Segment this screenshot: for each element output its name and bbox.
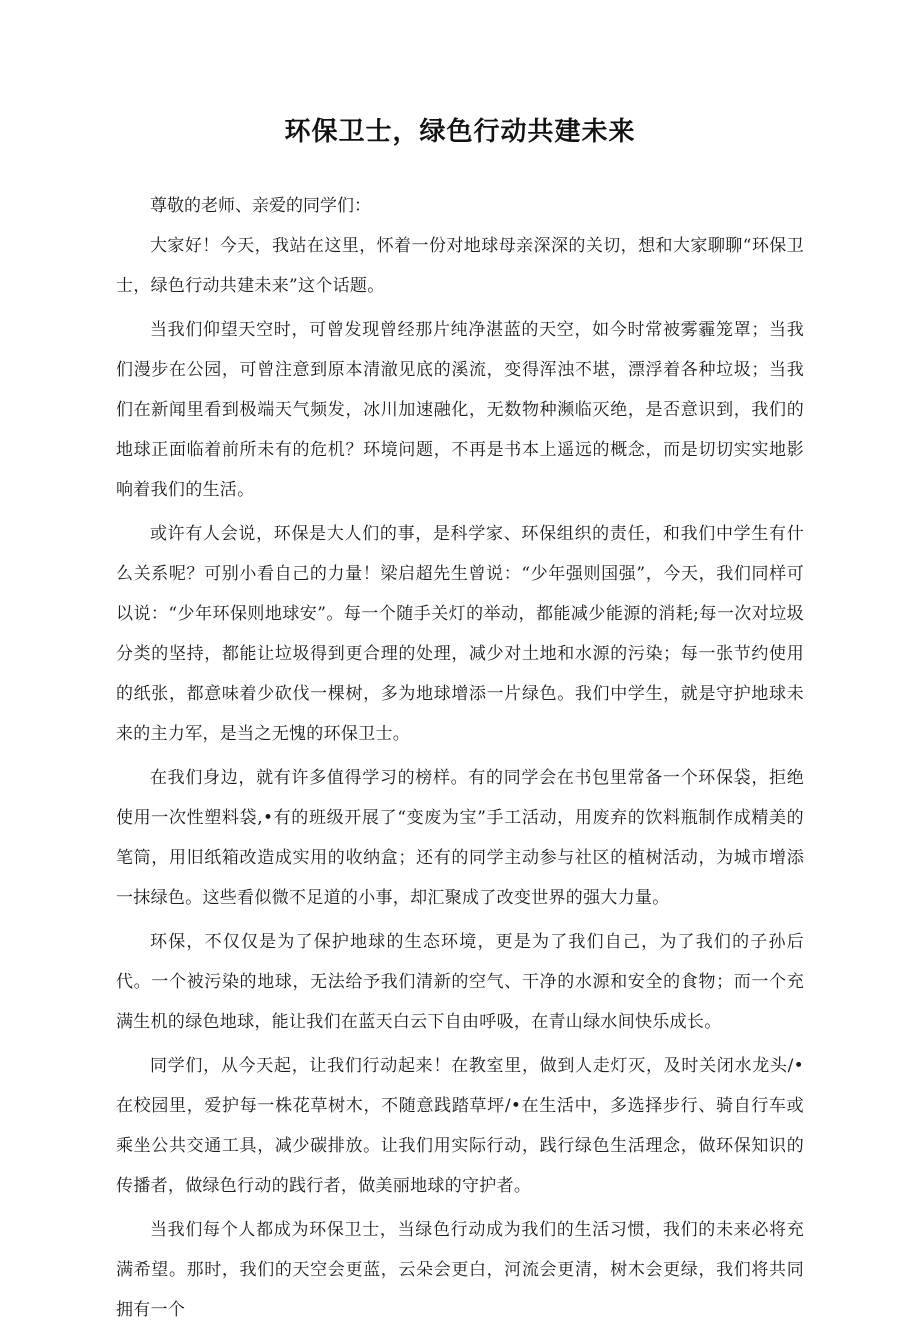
paragraph-call-to-action: 同学们，从今天起，让我们行动起来！在教室里，做到人走灯灭，及时关闭水龙头/•在校园里，爱护每一株花草树木，不随意践踏草坪/•在生活中，多选择步行、骑自行车或乘坐公共交通工具，减少碳排放。让我们用实际行动，践行绿色生活理念，做环保知识的传播者，做绿色行动的践行者，做美丽地球的守护者。 xyxy=(116,1056,804,1196)
paragraph-role-models: 在我们身边，就有许多值得学习的榜样。有的同学会在书包里常备一个环保袋，拒绝使用一次性塑料袋,•有的班级开展了“变废为宝”手工活动，用废弃的饮料瓶制作成精美的笔筒，用旧纸箱改造成实用的收纳盒；还有的同学主动参与社区的植树活动，为城市增添一抹绿色。这些看似微不足道的小事，却汇聚成了改变世界的强大力量。 xyxy=(116,768,804,908)
paragraph-why-protect: 环保，不仅仅是为了保护地球的生态环境，更是为了我们自己，为了我们的子孙后代。一个被污染的地球，无法给予我们清新的空气、干净的水源和安全的食物；而一个充满生机的绿色地球，能让我们在蓝天白云下自由呼吸，在青山绿水间快乐成长。 xyxy=(116,932,804,1032)
salutation: 尊敬的老师、亲爱的同学们： xyxy=(150,196,371,216)
paragraph-greeting: 大家好！今天，我站在这里，怀着一份对地球母亲深深的关切，想和大家聊聊“环保卫士，绿色行动共建未来”这个话题。 xyxy=(116,236,804,296)
paragraph-future: 当我们每个人都成为环保卫士，当绿色行动成为我们的生活习惯，我们的未来必将充满希望。那时，我们的天空会更蓝，云朵会更白，河流会更清，树木会更绿，我们将共同拥有一个 xyxy=(116,1220,804,1320)
paragraph-student-power: 或许有人会说，环保是大人们的事，是科学家、环保组织的责任，和我们中学生有什么关系呢？可别小看自己的力量！梁启超先生曾说：“少年强则国强”，今天，我们同样可以说：“少年环保则地球安”。每一个随手关灯的举动，都能减少能源的消耗;每一次对垃圾分类的坚持，都能让垃圾得到更合理的处理，减少对土地和水源的污染；每一张节约使用的纸张，都意味着少砍伐一棵树，多为地球增添一片绿色。我们中学生，就是守护地球未来的主力军，是当之无愧的环保卫士。 xyxy=(116,524,804,744)
paragraph-crisis: 当我们仰望天空时，可曾发现曾经那片纯净湛蓝的天空，如今时常被雾霾笼罩；当我们漫步在公园，可曾注意到原本清澈见底的溪流，变得浑浊不堪，漂浮着各种垃圾；当我们在新闻里看到极端天气频发，冰川加速融化，无数物种濒临灭绝，是否意识到，我们的地球正面临着前所未有的危机？环境问题，不再是书本上遥远的概念，而是切切实实地影响着我们的生活。 xyxy=(116,320,804,500)
document-title: 环保卫士，绿色行动共建未来 xyxy=(284,117,636,147)
